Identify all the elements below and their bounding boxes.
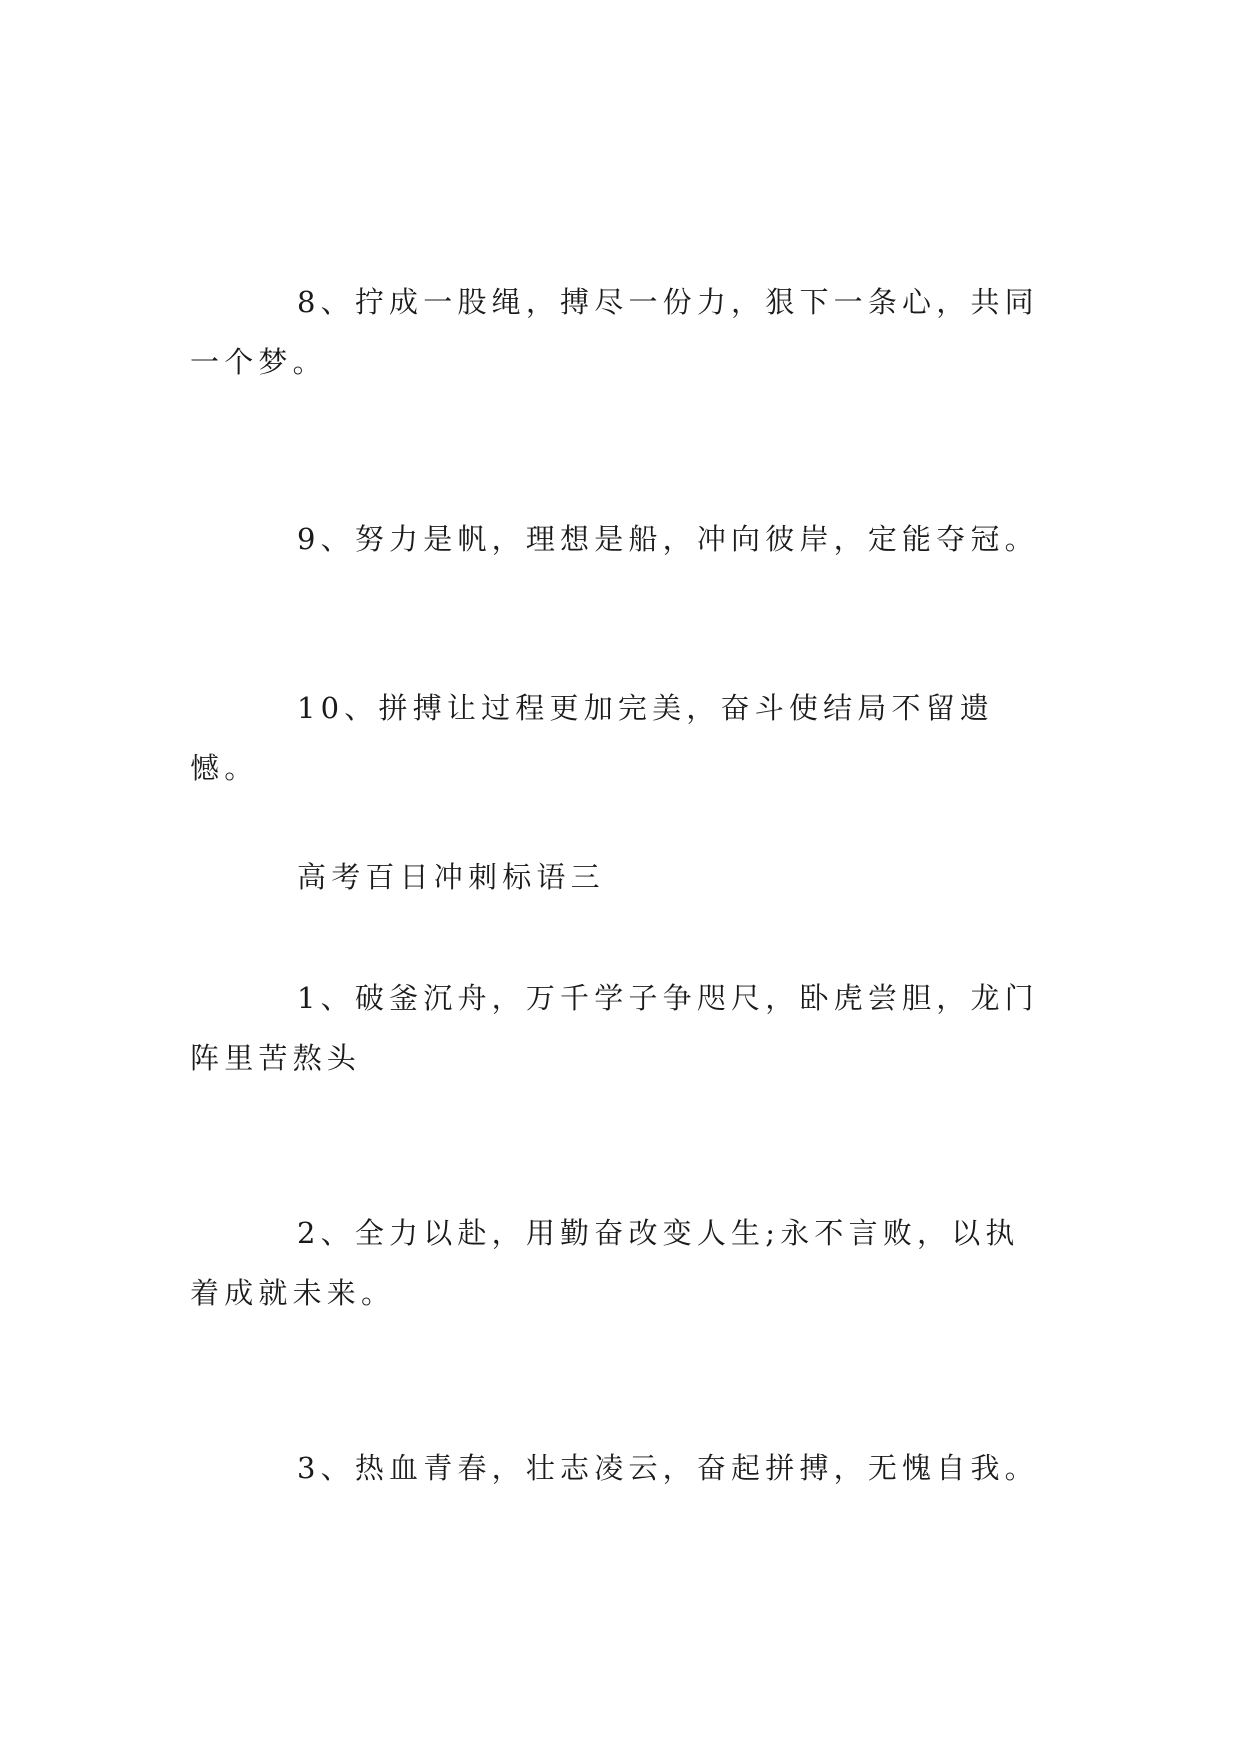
slogan-item-1: 1、破釜沉舟，万千学子争咫尺，卧虎尝胆，龙门阵里苦熬头: [190, 981, 1039, 1075]
slogan-item-2: 2、全力以赴，用勤奋改变人生;永不言败，以执着成就未来。: [190, 1216, 1020, 1310]
slogan-item-9: 9、努力是帆，理想是船，冲向彼岸，定能夺冠。: [297, 522, 1039, 556]
slogan-item-3: 3、热血青春，壮志凌云，奋起拼搏，无愧自我。: [297, 1451, 1039, 1485]
section-heading: 高考百日冲刺标语三: [297, 860, 605, 894]
slogan-item-10: 10、拼搏让过程更加完美，奋斗使结局不留遗憾。: [190, 691, 995, 785]
slogan-item-8: 8、拧成一股绳，搏尽一份力，狠下一条心，共同一个梦。: [190, 285, 1039, 379]
